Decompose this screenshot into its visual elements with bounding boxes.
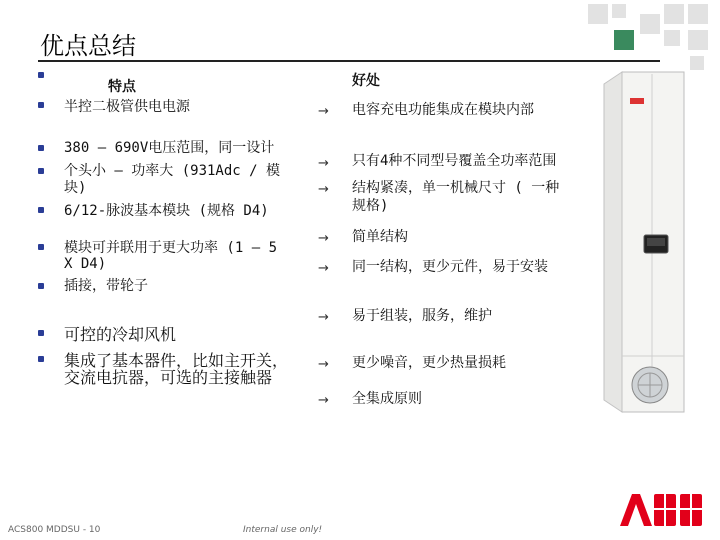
arrow-icon: → bbox=[318, 310, 329, 325]
abb-logo-icon bbox=[618, 492, 706, 528]
bullet-icon bbox=[38, 244, 44, 250]
title-divider bbox=[38, 60, 660, 62]
bullet-icon bbox=[38, 72, 44, 78]
benefit-item: 同一结构，更少元件，易于安装 bbox=[352, 259, 548, 275]
arrow-icon: → bbox=[318, 357, 329, 372]
bullet-icon bbox=[38, 207, 44, 213]
feature-item: 半控二极管供电电源 bbox=[64, 99, 190, 115]
slide-title: 优点总结 bbox=[40, 32, 136, 60]
arrow-icon: → bbox=[318, 261, 329, 276]
arrow-icon: → bbox=[318, 182, 329, 197]
benefit-item: 易于组装，服务，维护 bbox=[352, 308, 492, 324]
feature-item-continued: 交流电抗器，可选的主接触器 bbox=[64, 368, 273, 387]
footer-classification: Internal use only! bbox=[243, 525, 323, 535]
feature-item: 个头小 – 功率大 (931Adc / 模 bbox=[64, 163, 281, 179]
footer-document-id: ACS800 MDDSU - 10 bbox=[8, 525, 101, 535]
arrow-icon: → bbox=[318, 393, 329, 408]
feature-item-continued: X D4) bbox=[64, 256, 107, 272]
benefit-item: 结构紧凑，单一机械尺寸 ( 一种 bbox=[352, 180, 560, 196]
bullet-icon bbox=[38, 330, 44, 336]
bullet-icon bbox=[38, 356, 44, 362]
arrow-icon: → bbox=[318, 104, 329, 119]
benefit-item: 简单结构 bbox=[352, 229, 408, 245]
features-header: 特点 bbox=[108, 79, 136, 95]
benefits-header: 好处 bbox=[352, 73, 380, 89]
arrow-icon: → bbox=[318, 231, 329, 246]
feature-item: 集成了基本器件，比如主开关， bbox=[64, 351, 289, 370]
feature-item: 6/12-脉波基本模块 (规格 D4) bbox=[64, 203, 269, 219]
feature-item: 插接，带轮子 bbox=[64, 278, 148, 294]
drive-cabinet-image bbox=[600, 70, 688, 420]
arrow-icon: → bbox=[318, 156, 329, 171]
benefit-item: 只有4种不同型号覆盖全功率范围 bbox=[352, 153, 557, 169]
benefit-item: 电容充电功能集成在模块内部 bbox=[352, 102, 534, 118]
feature-item: 可控的冷却风机 bbox=[64, 325, 177, 344]
bullet-icon bbox=[38, 168, 44, 174]
bullet-icon bbox=[38, 102, 44, 108]
benefit-item: 全集成原则 bbox=[352, 391, 422, 407]
benefit-item-continued: 规格) bbox=[352, 198, 389, 214]
bullet-icon bbox=[38, 283, 44, 289]
feature-item: 380 – 690V电压范围，同一设计 bbox=[64, 140, 275, 156]
feature-item-continued: 块) bbox=[64, 180, 87, 196]
benefit-item: 更少噪音，更少热量损耗 bbox=[352, 355, 506, 371]
feature-item: 模块可并联用于更大功率 (1 – 5 bbox=[64, 240, 278, 256]
bullet-icon bbox=[38, 145, 44, 151]
